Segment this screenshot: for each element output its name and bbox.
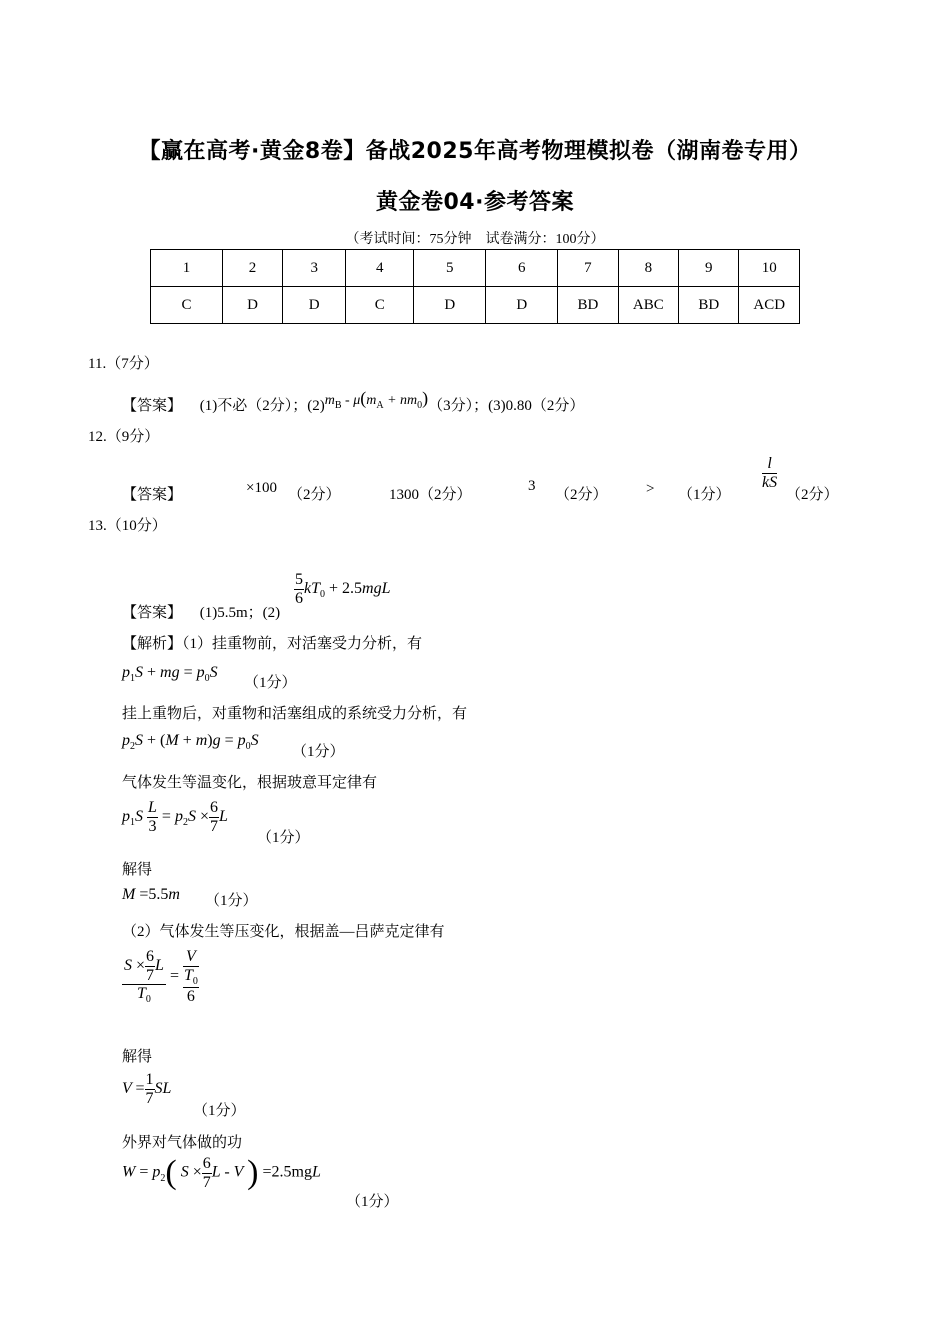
q13-analysis: 【解析】（1）挂重物前，对活塞受力分析，有	[122, 636, 423, 652]
equation-2: $p_2S + (M + m)g = p_0S$	[122, 732, 259, 753]
table-cell: 2	[222, 250, 282, 287]
q12-heading: 12.（9分）	[88, 429, 160, 445]
table-cell: BD	[679, 287, 739, 324]
q12-a4: >	[646, 481, 655, 497]
q12-a1: ×100	[246, 480, 277, 496]
answer-label: 【答案】	[122, 605, 183, 621]
q13-line2: 挂上重物后，对重物和活塞组成的系统受力分析，有	[122, 706, 468, 722]
answer-label: 【答案】	[122, 398, 183, 414]
score-1: （1分）	[244, 675, 297, 691]
equation-1: $p_1S$ + mg = $p_0S$	[122, 664, 218, 685]
table-cell: 3	[283, 250, 346, 287]
q13-ans-text: (1)5.5m；(2)	[199, 605, 281, 621]
q11-answer-line	[122, 388, 585, 417]
equation-4: M =5.5m	[122, 886, 180, 903]
table-cell: D	[486, 287, 558, 324]
table-cell: 7	[558, 250, 618, 287]
equation-7: $W = p_2$( S × $\frac{6}{7}$ L - V ) =2.5mgL	[122, 1154, 321, 1191]
table-cell: 1	[151, 250, 223, 287]
table-cell: 9	[679, 250, 739, 287]
score-6: （1分）	[193, 1103, 246, 1119]
table-cell: D	[414, 287, 486, 324]
q12-a2: 1300（2分）	[389, 487, 472, 503]
equation-5: S × $\frac{6}{7}$ L $T_0$ = $\frac{V}{\frac{T_0}{6}}$	[124, 948, 198, 1006]
table-cell: ABC	[618, 287, 679, 324]
q12-s5: （2分）	[786, 487, 839, 503]
page-subtitle: 黄金卷04·参考答案	[376, 190, 574, 215]
page-title: 【赢在高考·黄金8卷】备战2025年高考物理模拟卷（湖南卷专用）	[138, 139, 812, 164]
score-3: （1分）	[257, 830, 310, 846]
q12-s3: （2分）	[555, 487, 608, 503]
score-7: （1分）	[346, 1194, 399, 1210]
equation-3: $p_1S$ $\frac{L}{3}$ = $p_2S$ × $\frac{6}{7}$ L	[122, 799, 228, 835]
score-2: （1分）	[292, 744, 345, 760]
q13-line5: （2）气体发生等压变化，根据盖—吕萨克定律有	[122, 924, 445, 940]
q13-solve1: 解得	[122, 862, 153, 878]
q12-a5-num: l	[762, 455, 777, 474]
answer-table-answers-row	[151, 287, 800, 324]
q13-line7: 外界对气体做的功	[122, 1135, 243, 1151]
q12-s4: （1分）	[678, 487, 731, 503]
q12-a3: 3	[528, 478, 536, 494]
q12-a5-den: kS	[762, 473, 778, 491]
q11-formula: $m_B - \mu(m_A + nm_0)$	[324, 388, 429, 411]
table-cell: 10	[739, 250, 800, 287]
q11-part2: （3分）；(3)0.80（2分）	[428, 398, 585, 414]
equation-6: V = $\frac{1}{7}$ SL	[122, 1071, 172, 1107]
q13-solve2: 解得	[122, 1049, 153, 1065]
q12-answer-label: 【答案】	[122, 487, 183, 503]
table-cell: C	[151, 287, 223, 324]
q13-line3: 气体发生等温变化，根据玻意耳定律有	[122, 775, 378, 791]
table-cell: ACD	[739, 287, 800, 324]
table-cell: D	[222, 287, 282, 324]
table-cell: 6	[486, 250, 558, 287]
table-cell: D	[283, 287, 346, 324]
q12-s1: （2分）	[288, 487, 341, 503]
q11-part1: (1)不必（2分）；(2)	[199, 398, 325, 414]
answer-table-numbers-row	[151, 250, 800, 287]
table-cell: BD	[558, 287, 618, 324]
q12-a5-fraction	[762, 455, 777, 491]
table-cell: 5	[414, 250, 486, 287]
table-cell: 4	[346, 250, 414, 287]
q13-answer-line	[122, 601, 280, 622]
q13-heading: 13.（10分）	[88, 518, 167, 534]
score-4: （1分）	[205, 893, 258, 909]
answer-table	[150, 249, 800, 324]
q13-answer-formula: $\frac{5}{6}$ $kT_0 + 2.5mgL$	[295, 571, 391, 607]
exam-info: （考试时间：75分钟 试卷满分：100分）	[345, 232, 605, 247]
table-cell: C	[346, 287, 414, 324]
q11-heading: 11.（7分）	[88, 356, 159, 372]
table-cell: 8	[618, 250, 679, 287]
